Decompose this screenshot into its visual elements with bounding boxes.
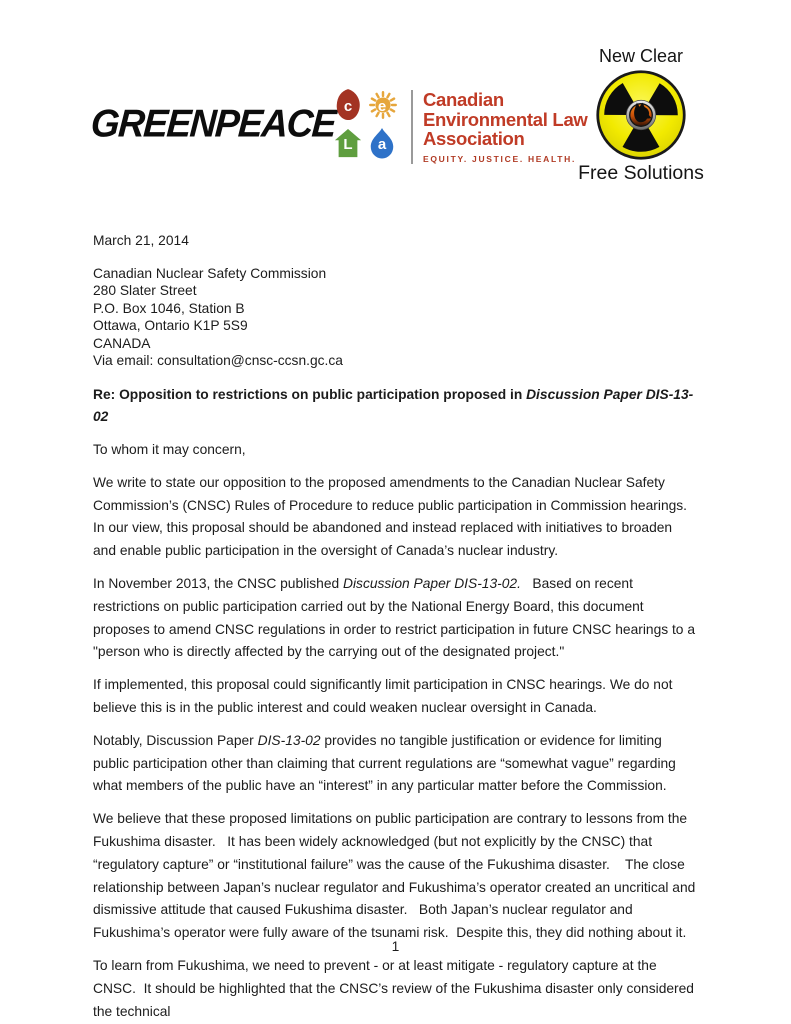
cela-tagline: EQUITY. JUSTICE. HEALTH. <box>423 153 577 164</box>
text-run: DIS-13-02 <box>257 732 321 748</box>
paragraph <box>93 955 697 1023</box>
cela-letter: a <box>377 135 387 153</box>
address-line: Canadian Nuclear Safety Commission <box>93 265 327 281</box>
newclear-top-text: New Clear <box>598 46 684 66</box>
paragraph <box>93 674 697 720</box>
newclear-logo <box>572 46 710 185</box>
text-run: If implemented, this proposal could significantly limit participation in CNSC hearings. We do not believe this is in the public interest and could weaken nuclear oversight in Canada. <box>93 677 677 716</box>
letter-body <box>0 232 791 1023</box>
greenpeace-logo: GREENPEACE <box>89 101 337 145</box>
house-icon <box>333 126 363 160</box>
recipient-address <box>93 265 697 370</box>
paragraph <box>93 808 700 945</box>
text-run: Discussion Paper DIS-13-02 <box>93 386 694 425</box>
drop-icon <box>367 126 397 160</box>
subject-line <box>93 384 697 430</box>
page-number: 1 <box>391 939 400 954</box>
text-run: Discussion Paper DIS-13-02. <box>343 576 521 592</box>
paragraph <box>93 573 697 664</box>
cela-letter: e <box>377 97 387 115</box>
cela-wordmark <box>423 88 588 164</box>
paragraph <box>93 472 703 563</box>
address-line: P.O. Box 1046, Station B <box>93 300 245 316</box>
leaf-icon <box>333 88 363 122</box>
cela-icon-grid <box>333 88 399 160</box>
cela-letter: c <box>343 97 353 115</box>
text-run: We believe that these proposed limitations on public participation are contrary to lessons from the Fukushima disaster. It has been widely acknowledged (but not explicitly by the CNSC) that “regulatory capture” or “institutional failure” was the cause of the Fukushima disaster. The close relationship between Japan’s nuclear regulator and Fukushima’s operator created an uncritical and dismissive attitude that caused Fukushima disaster. Both Japan’s nuclear regulator and Fukushima’s operator were fully aware of the tsunami risk. Despite this, they did nothing about it. <box>93 811 700 941</box>
address-line: CANADA <box>93 335 151 351</box>
date-line: March 21, 2014 <box>93 233 189 248</box>
letterhead <box>0 0 791 192</box>
cela-name-line: Environmental Law <box>423 108 588 130</box>
text-run: Re: Opposition to restrictions on public participation proposed in <box>93 386 527 402</box>
text-run: Notably, Discussion Paper <box>93 732 258 748</box>
text-run: Based on recent restrictions on public participation carried out by the National Energy Board, this document proposes to amend CNSC regulations in order to restrict participation in future CNSC hearings to a "person who is directly affected by the carrying out of the designated project." <box>93 576 699 660</box>
cela-logo <box>333 88 588 164</box>
sun-icon <box>367 88 397 122</box>
address-line: Via email: consultation@cnsc-ccsn.gc.ca <box>93 353 343 368</box>
cela-divider <box>411 90 413 164</box>
cela-name-line: Canadian <box>423 89 504 110</box>
newclear-bottom-text: Free Solutions <box>578 162 704 184</box>
text-run: To learn from Fukushima, we need to prevent - or at least mitigate - regulatory capture at the CNSC. It should be highlighted that the CNSC’s review of the Fukushima disaster only considered the technical <box>93 958 698 1019</box>
text-run: In November 2013, the CNSC published <box>93 576 344 592</box>
address-line: Ottawa, Ontario K1P 5S9 <box>93 318 248 333</box>
cela-letter: L <box>343 135 353 153</box>
cela-name-line: Association <box>423 128 525 149</box>
salutation: To whom it may concern, <box>93 442 246 458</box>
address-line: 280 Slater Street <box>93 283 197 298</box>
radiation-logo-icon <box>595 69 687 161</box>
text-run: provides no tangible justification or evidence for limiting public participation other than claiming that current regulations are “somewhat vague” regarding what members of the public have an “interest” in any particular matter before the Commission. <box>93 732 680 794</box>
text-run: We write to state our opposition to the proposed amendments to the Canadian Nuclear Safety Commission’s (CNSC) Rules of Procedure to reduce public participation in Commission hearings. In our view, this proposal should be abandoned and instead replaced with initiatives to broaden and enable public participation in the oversight of Canada’s nuclear industry. <box>93 474 703 559</box>
paragraph <box>93 730 697 798</box>
